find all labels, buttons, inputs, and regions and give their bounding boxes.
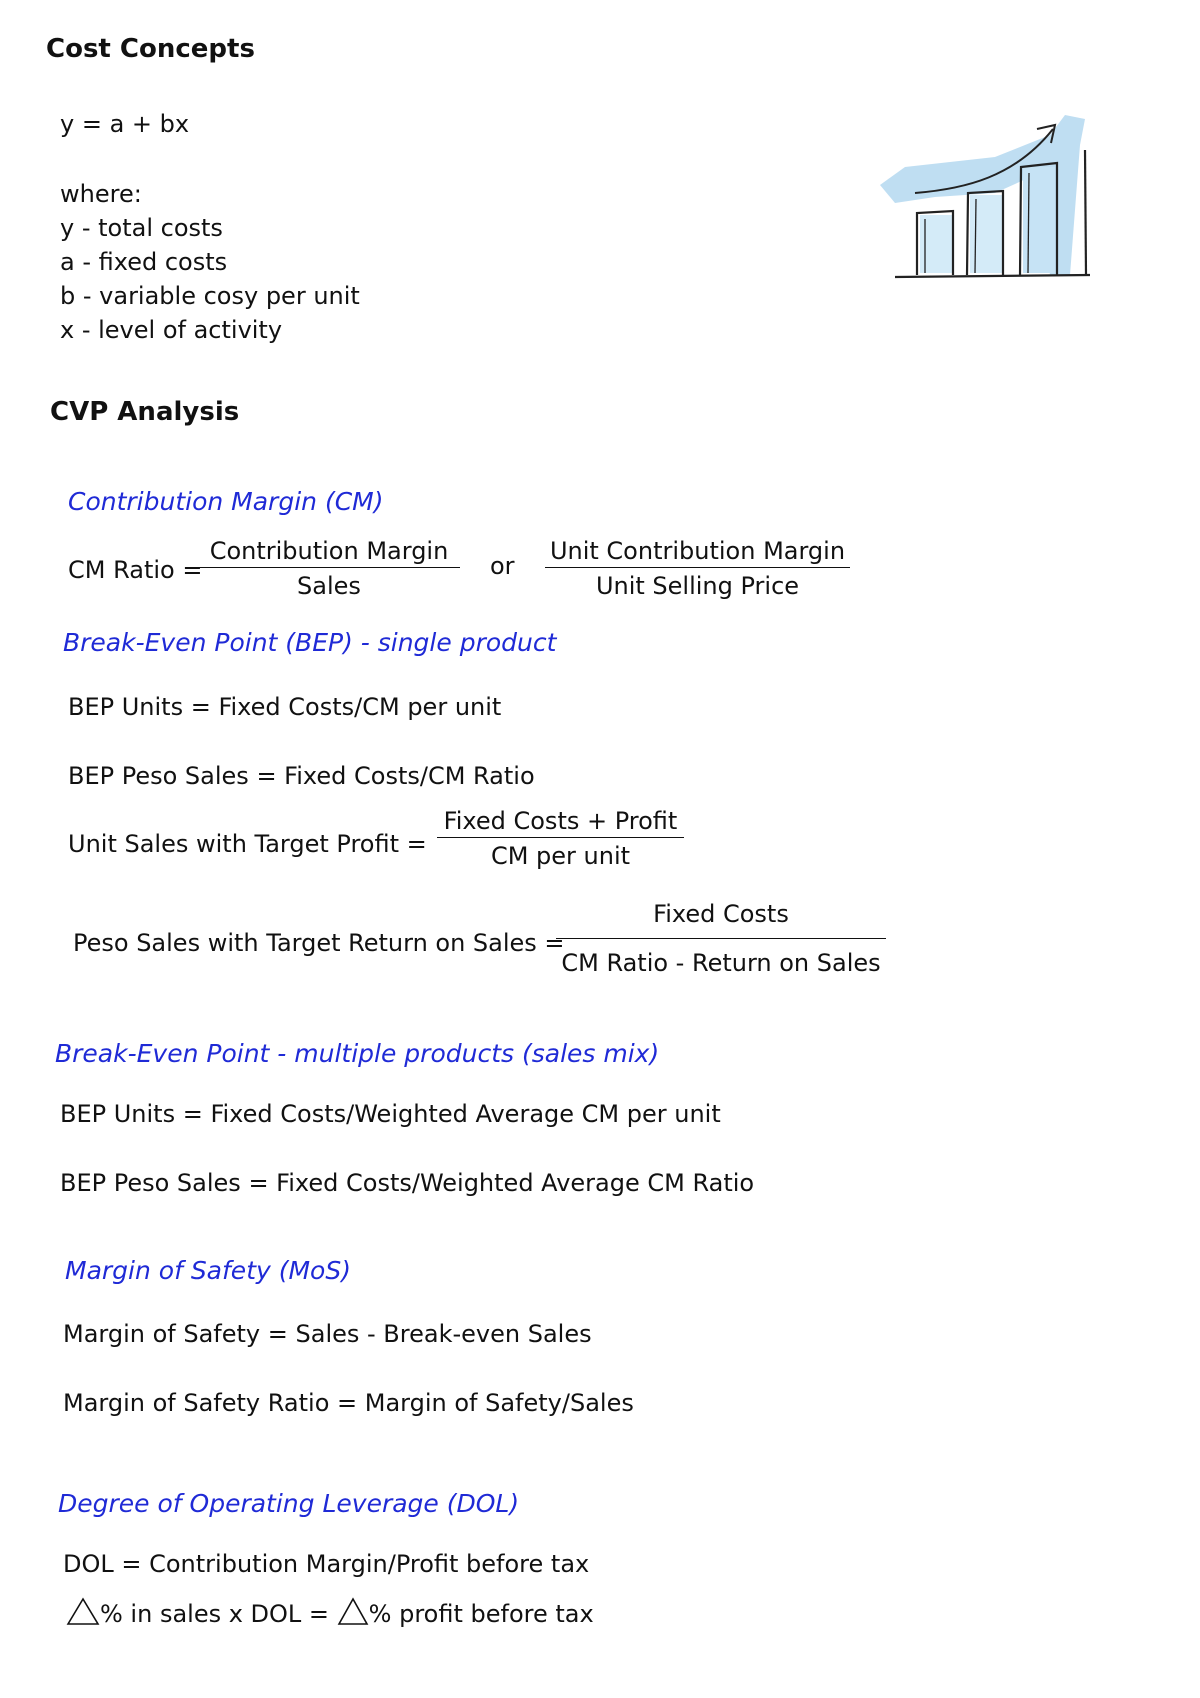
def-fixed-costs: a - fixed costs bbox=[60, 248, 228, 276]
mos-heading: Margin of Safety (MoS) bbox=[65, 1256, 351, 1285]
target-profit-fraction bbox=[437, 807, 684, 870]
cost-formula: y = a + bx bbox=[60, 110, 190, 138]
mos-formula: Margin of Safety = Sales - Break-even Sales bbox=[63, 1320, 592, 1348]
target-profit-denominator: CM per unit bbox=[490, 842, 631, 870]
bep-peso-formula: BEP Peso Sales = Fixed Costs/CM Ratio bbox=[68, 762, 535, 790]
bep-multi-heading: Break-Even Point - multiple products (sales mix) bbox=[55, 1039, 660, 1068]
where-label: where: bbox=[60, 180, 142, 208]
cm-ratio-fraction-1 bbox=[198, 537, 460, 600]
cm-frac1-denominator: Sales bbox=[297, 572, 361, 600]
bar-chart-growth-arrow-icon bbox=[875, 105, 1105, 305]
target-return-denominator: CM Ratio - Return on Sales bbox=[561, 949, 881, 977]
cm-frac2-bar bbox=[545, 567, 850, 568]
delta-triangle-icon bbox=[66, 1596, 100, 1626]
bep-multi-units-formula: BEP Units = Fixed Costs/Weighted Average CM per unit bbox=[60, 1100, 721, 1128]
cm-ratio-label: CM Ratio = bbox=[68, 556, 203, 584]
cost-concepts-heading: Cost Concepts bbox=[46, 34, 255, 64]
target-return-fraction bbox=[556, 900, 886, 977]
dol-delta-formula bbox=[66, 1596, 594, 1628]
mos-ratio-formula: Margin of Safety Ratio = Margin of Safety/Sales bbox=[63, 1389, 634, 1417]
cm-or: or bbox=[490, 552, 515, 580]
dol-delta-right: % profit before tax bbox=[368, 1600, 594, 1628]
cm-frac1-bar bbox=[198, 567, 460, 568]
bep-multi-peso-formula: BEP Peso Sales = Fixed Costs/Weighted Average CM Ratio bbox=[60, 1169, 755, 1197]
dol-delta-left: % in sales x DOL = bbox=[100, 1600, 337, 1628]
def-total-costs: y - total costs bbox=[60, 214, 223, 242]
target-return-bar bbox=[556, 938, 886, 939]
target-return-label: Peso Sales with Target Return on Sales = bbox=[73, 929, 565, 957]
dol-heading: Degree of Operating Leverage (DOL) bbox=[58, 1489, 520, 1518]
target-return-numerator: Fixed Costs bbox=[653, 900, 789, 928]
def-variable-cost: b - variable cosy per unit bbox=[60, 282, 360, 310]
bep-single-heading: Break-Even Point (BEP) - single product bbox=[63, 628, 557, 657]
cm-frac2-denominator: Unit Selling Price bbox=[595, 572, 800, 600]
def-level-activity: x - level of activity bbox=[60, 316, 283, 344]
dol-formula: DOL = Contribution Margin/Profit before tax bbox=[63, 1550, 590, 1578]
cvp-analysis-heading: CVP Analysis bbox=[50, 397, 240, 427]
cm-heading: Contribution Margin (CM) bbox=[68, 487, 384, 516]
bep-units-formula: BEP Units = Fixed Costs/CM per unit bbox=[68, 693, 502, 721]
target-profit-bar bbox=[437, 837, 684, 838]
target-profit-numerator: Fixed Costs + Profit bbox=[443, 807, 678, 835]
cm-ratio-fraction-2 bbox=[545, 537, 850, 600]
cm-frac2-numerator: Unit Contribution Margin bbox=[549, 537, 846, 565]
target-profit-label: Unit Sales with Target Profit = bbox=[68, 830, 427, 858]
delta-triangle-icon bbox=[337, 1596, 369, 1626]
cm-frac1-numerator: Contribution Margin bbox=[209, 537, 449, 565]
